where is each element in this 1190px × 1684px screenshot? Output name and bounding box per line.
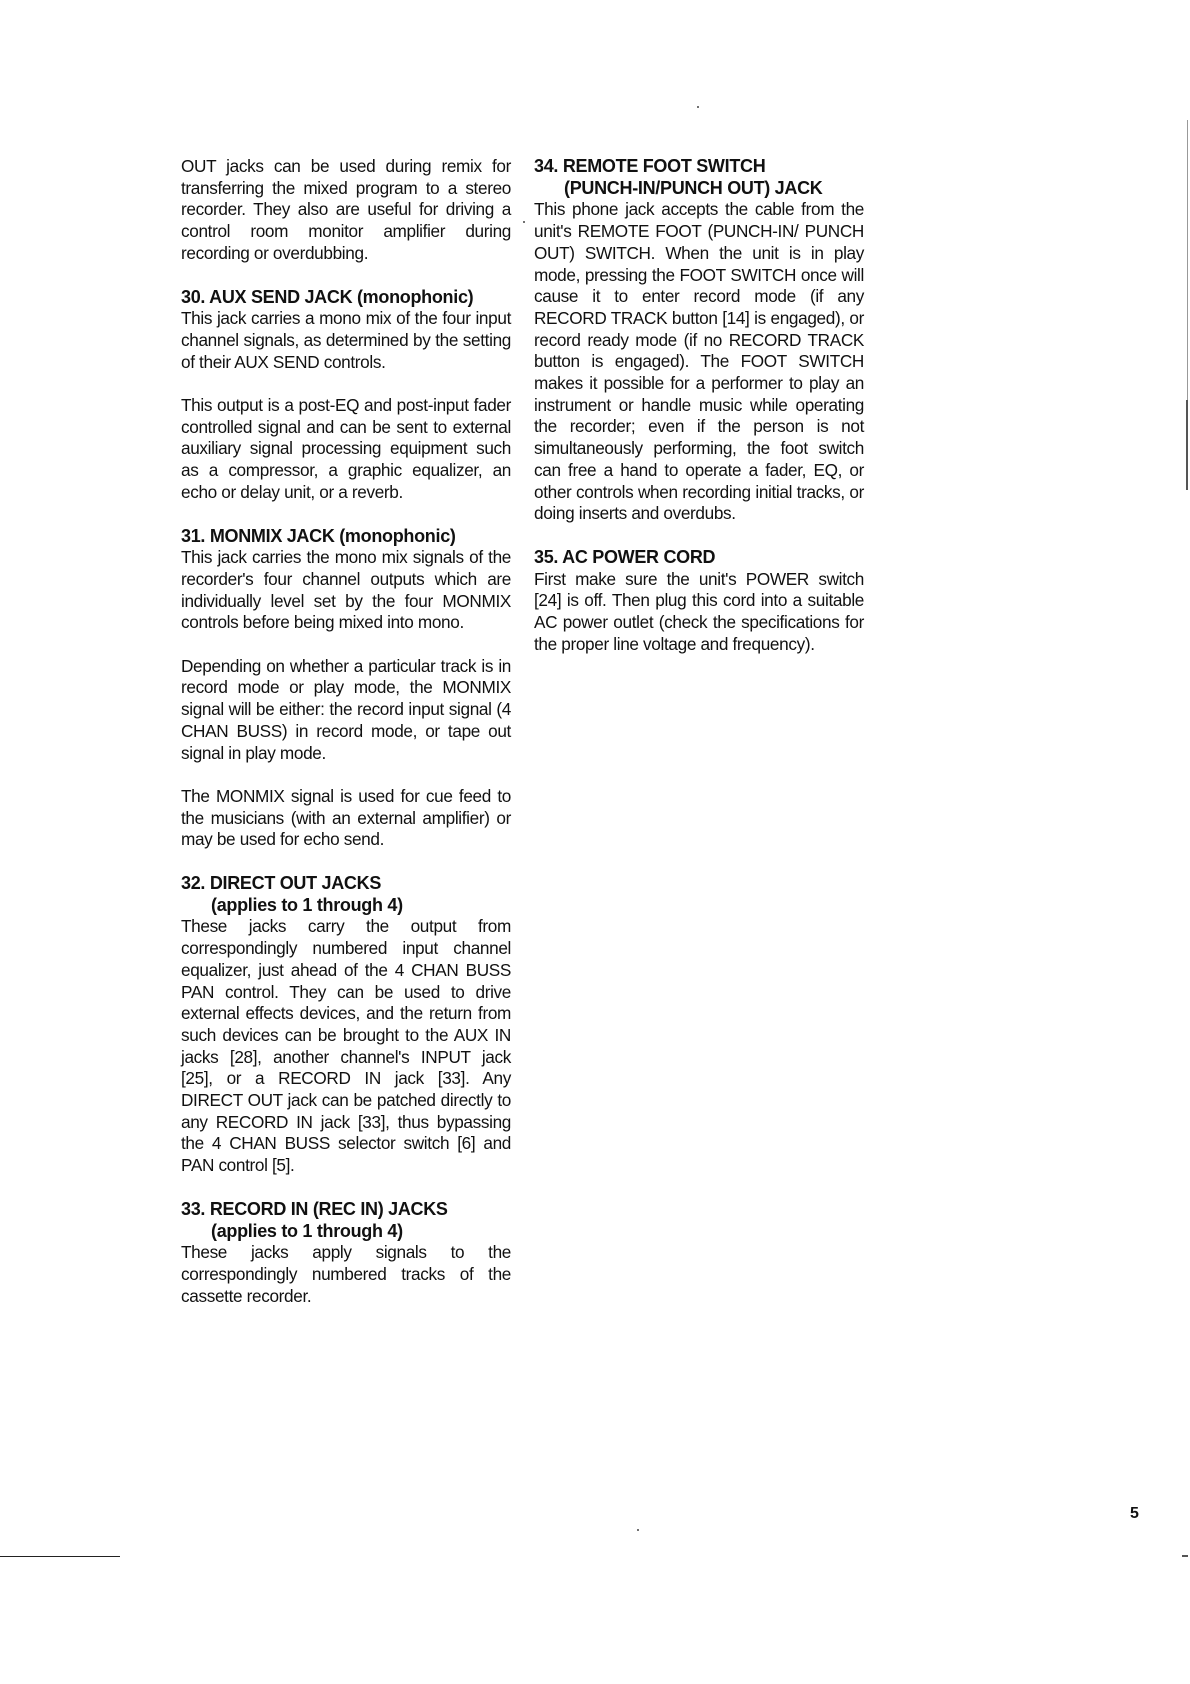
section-31-qualifier: (monophonic) — [339, 525, 456, 546]
section-35 — [534, 547, 864, 656]
footer-rule — [0, 1556, 120, 1557]
section-31-paragraph-2: Depending on whether a particular track is in record mode or play mode, the MONMIX signal will be either: the record input signal (4 CHAN BUSS) in record mode, or tape out signal in play mode. — [181, 655, 511, 763]
section-33 — [181, 1199, 511, 1308]
section-32 — [181, 873, 511, 1177]
section-32-subtitle: (applies to 1 through 4) — [211, 894, 403, 915]
section-34-paragraph-1: This phone jack accepts the cable from the unit's REMOTE FOOT (PUNCH-IN/ PUNCH OUT) SWITCH. When the unit is in play mode, pressing the FOOT SWITCH once will cause it to enter record mode (if any RECORD TRACK button [14] is engaged), or record ready mode (if no RECORD TRACK button is engaged). The FOOT SWITCH makes it possible for a performer to play an instrument or handle music while operating the recorder; even if the person is not simultaneously performing, the foot switch can free a hand to operate a fader, EQ, or other controls when recording initial tracks, or doing inserts and overdubs. — [534, 199, 864, 524]
scan-speck — [697, 106, 699, 108]
section-32-paragraph-1: These jacks carry the output from correspondingly numbered input channel equalizer, just ahead of the 4 CHAN BUSS PAN control. They can be used to drive external effects devices, and the return from such devices can be brought to the AUX IN jacks [28], another channel's INPUT jack [25], or a RECORD IN jack [33]. Any DIRECT OUT jack can be patched directly to any RECORD IN jack [33], thus bypassing the 4 CHAN BUSS selector switch [6] and PAN control [5]. — [181, 916, 511, 1176]
section-35-title: 35. AC POWER CORD — [534, 546, 716, 567]
section-31-title: 31. MONMIX JACK — [181, 525, 335, 546]
page-number: 5 — [1130, 1505, 1139, 1522]
section-31-heading — [181, 526, 511, 548]
intro-text: OUT jacks can be used during remix for transferring the mixed program to a stereo recorder. They also are useful for driving a control room monitor amplifier during recording or overdubbing. — [181, 156, 511, 263]
section-30 — [181, 287, 511, 504]
right-column — [534, 156, 864, 677]
intro-paragraph — [181, 156, 511, 265]
section-31-paragraph-3: The MONMIX signal is used for cue feed to the musicians (with an external amplifier) or may be used for echo send. — [181, 785, 511, 850]
section-31-paragraph-1: This jack carries the mono mix signals of the recorder's four channel outputs which are individually level set by the four MONMIX controls before being mixed into mono. — [181, 547, 511, 633]
section-35-paragraph-1: First make sure the unit's POWER switch [24] is off. Then plug this cord into a suitable AC power outlet (check the specifications for the proper line voltage and frequency). — [534, 568, 864, 654]
section-30-qualifier: (monophonic) — [356, 286, 474, 307]
scan-speck — [523, 221, 525, 223]
section-30-heading — [181, 287, 511, 309]
section-34 — [534, 156, 864, 525]
section-34-title: 34. REMOTE FOOT SWITCH — [534, 156, 766, 176]
section-31 — [181, 526, 511, 852]
section-33-title: 33. RECORD IN (REC IN) JACKS — [181, 1198, 448, 1219]
section-30-paragraph-2: This output is a post-EQ and post-input fader controlled signal and can be sent to external auxiliary signal processing equipment such as a compressor, a graphic equalizer, an echo or delay unit, or a reverb. — [181, 395, 511, 502]
section-30-title: 30. AUX SEND JACK — [181, 286, 353, 307]
section-34-subtitle: (PUNCH-IN/PUNCH OUT) JACK — [564, 177, 823, 198]
section-33-paragraph-1: These jacks apply signals to the correspondingly numbered tracks of the cassette recorder. — [181, 1242, 511, 1306]
section-30-paragraph-1: This jack carries a mono mix of the four input channel signals, as determined by the setting of their AUX SEND controls. — [181, 308, 511, 372]
scan-edge-tick — [1182, 1555, 1188, 1557]
section-33-subtitle: (applies to 1 through 4) — [211, 1220, 403, 1241]
section-32-title: 32. DIRECT OUT JACKS — [181, 873, 382, 894]
left-column — [181, 156, 511, 1329]
scan-edge-mark-dark — [1186, 400, 1188, 490]
scan-speck — [637, 1529, 639, 1531]
